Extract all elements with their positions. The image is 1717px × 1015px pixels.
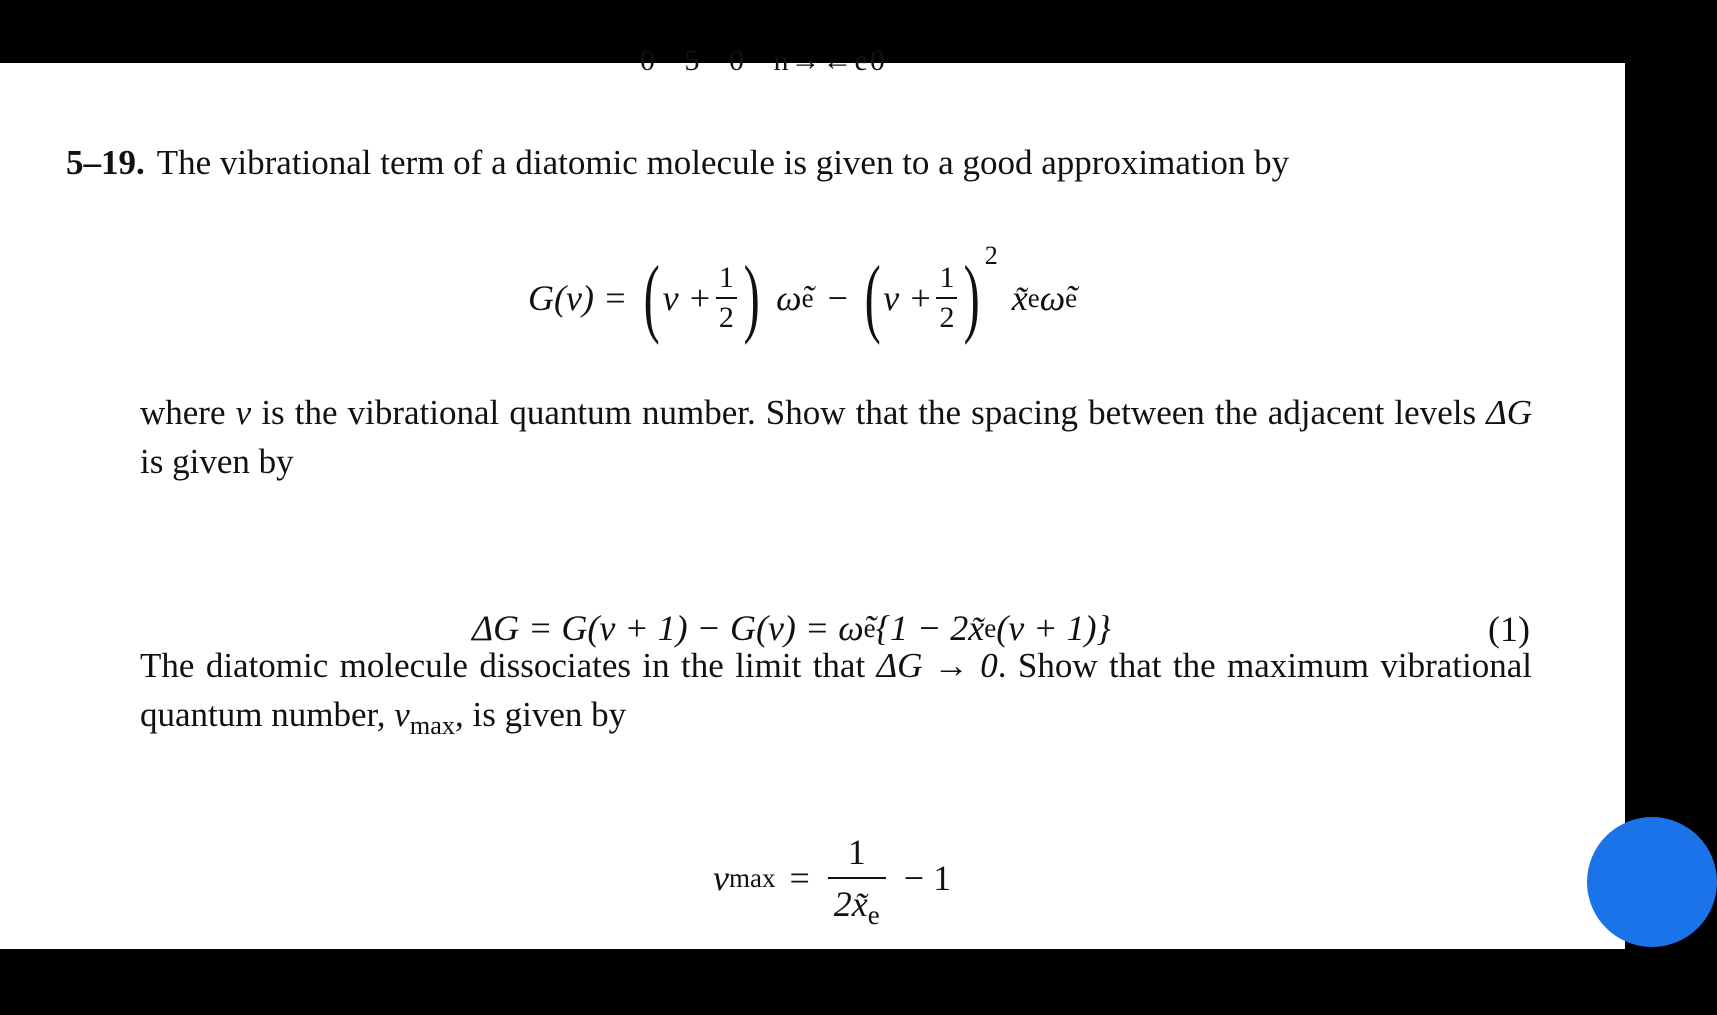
- equals-sign: =: [789, 858, 810, 898]
- fraction-half: [716, 261, 737, 335]
- problem-number: 5–19.: [66, 143, 145, 182]
- eq1-lhs: G(v) =: [528, 278, 628, 318]
- para1-text: is the vibrational quantum number. Show that the spacing between the adjacent levels: [261, 393, 1477, 432]
- equation-delta-g: ΔG = G(v + 1) − G(v) = ω̃ e {1 − 2x̃ e (v + 1)}: [472, 608, 1111, 648]
- frac-denominator: 2: [936, 297, 957, 335]
- omega-symbol: ω̃: [776, 278, 802, 318]
- fraction-half: [936, 261, 957, 335]
- exponent: 2: [984, 241, 998, 270]
- right-paren: ): [964, 249, 981, 346]
- equation-number: (1): [1488, 609, 1530, 649]
- subscript-max: max: [409, 710, 455, 740]
- var-v: v: [394, 695, 410, 734]
- problem-statement: [66, 138, 1289, 187]
- cropped-char: 0: [729, 44, 746, 77]
- cropped-char: 0: [640, 44, 657, 77]
- x-symbol: x̃: [1011, 278, 1028, 318]
- frac-denominator: [828, 877, 886, 931]
- para2-text: The diatomic molecule dissociates in the limit that: [140, 646, 866, 685]
- minus-one: − 1: [903, 858, 952, 898]
- var-v: v: [235, 393, 252, 432]
- para2-text: . Show that the maximum vibrational quantum number,: [140, 646, 1532, 734]
- cropped-char: 5: [684, 44, 702, 77]
- floating-action-button[interactable]: [1587, 817, 1717, 947]
- right-paren: ): [743, 249, 760, 346]
- denominator-text: 2x̃: [833, 884, 868, 924]
- para1-text: where: [140, 393, 226, 432]
- eq2-main: (v + 1)}: [996, 608, 1111, 648]
- eq1-term: v +: [662, 278, 712, 318]
- textbook-page: [0, 44, 1625, 949]
- omega-symbol: ω̃: [1039, 278, 1066, 318]
- eq2-main: ΔG = G(v + 1) − G(v) = ω̃: [472, 608, 864, 648]
- paragraph-dissociation: [140, 641, 1532, 739]
- frac-denominator: 2: [716, 297, 737, 335]
- frac-numerator: 1: [847, 832, 866, 872]
- para2-text: , is given by: [455, 695, 627, 734]
- subscript-e: e: [867, 900, 880, 931]
- cropped-previous-line: [640, 44, 905, 78]
- frac-numerator: 1: [718, 261, 734, 294]
- paragraph-spacing: [140, 388, 1532, 486]
- var-v: v: [713, 858, 729, 898]
- minus-sign: −: [827, 278, 848, 318]
- equation-g-of-v: G(v) = ( v + $\frac{1}{2}$ ) ω̃ e − ( v + $\frac{1}{2}$ ) 2 x̃ e ω̃ e: [528, 241, 1078, 346]
- equation-vmax: v max = $\frac{1}{2x̃_e}$ − 1: [713, 832, 952, 931]
- left-paren: (: [643, 249, 660, 346]
- para1-text: is given by: [140, 442, 294, 481]
- left-paren: (: [864, 249, 881, 346]
- frac-numerator: 1: [939, 261, 955, 294]
- cropped-char: n→←e0: [773, 44, 887, 77]
- eq2-main: {1 − 2x̃: [875, 608, 985, 648]
- delta-g-limit: ΔG → 0: [876, 646, 998, 685]
- eq1-term: v +: [883, 278, 933, 318]
- fraction-vmax: [828, 831, 886, 931]
- delta-g: ΔG: [1486, 393, 1533, 432]
- problem-intro: The vibrational term of a diatomic molecule is given to a good approximation by: [156, 143, 1290, 182]
